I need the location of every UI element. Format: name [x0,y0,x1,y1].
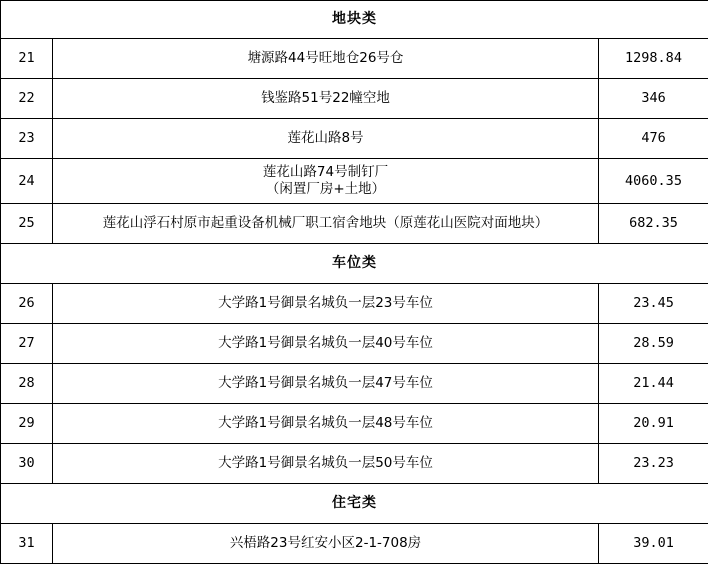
area-value-cell: 39.01 [599,524,708,564]
property-table-body [1,1,708,564]
section-header-row [1,1,708,39]
section-header-row [1,244,708,284]
row-number-cell: 27 [1,324,53,364]
property-name-line: 兴梧路23号红安小区2-1-708房 [229,535,422,551]
section-header-row [1,484,708,524]
row-number-cell: 22 [1,79,53,119]
table-row [1,284,708,324]
area-value-cell: 23.45 [599,284,708,324]
area-value-cell: 682.35 [599,204,708,244]
section-title: 车位类 [1,244,708,284]
property-name-line: 塘源路44号旺地仓26号仓 [247,50,404,66]
property-name-line: 大学路1号御景名城负一层23号车位 [218,295,433,311]
row-number-cell: 24 [1,159,53,204]
row-number-cell: 25 [1,204,53,244]
property-name-cell [53,204,599,244]
row-number-cell: 30 [1,444,53,484]
area-value-cell: 23.23 [599,444,708,484]
table-row [1,324,708,364]
property-name-line: 钱鉴路51号22幢空地 [261,90,390,106]
property-name-cell [53,159,599,204]
table-row [1,119,708,159]
property-name-line: 大学路1号御景名城负一层47号车位 [218,375,433,391]
table-row [1,159,708,204]
row-number-cell: 26 [1,284,53,324]
table-row [1,204,708,244]
table-row [1,404,708,444]
property-name-line: 莲花山路74号制钉厂 [262,164,389,180]
area-value-cell: 28.59 [599,324,708,364]
area-value-cell: 346 [599,79,708,119]
property-name-line: 莲花山路8号 [287,130,364,146]
property-name-line: 莲花山浮石村原市起重设备机械厂职工宿舍地块（原莲花山医院对面地块） [102,215,549,231]
row-number-cell: 21 [1,39,53,79]
area-value-cell: 476 [599,119,708,159]
row-number-cell: 31 [1,524,53,564]
table-row [1,364,708,404]
area-value-cell: 20.91 [599,404,708,444]
property-name-cell [53,444,599,484]
property-name-line: 大学路1号御景名城负一层48号车位 [218,415,433,431]
table-row [1,79,708,119]
property-name-cell [53,324,599,364]
row-number-cell: 28 [1,364,53,404]
table-row [1,444,708,484]
table-row [1,524,708,564]
property-name-cell [53,404,599,444]
area-value-cell: 21.44 [599,364,708,404]
property-name-cell [53,119,599,159]
property-name-line: （闲置厂房+土地） [265,181,386,197]
table-row [1,39,708,79]
area-value-cell: 1298.84 [599,39,708,79]
property-name-cell [53,39,599,79]
property-name-cell [53,364,599,404]
property-name-cell [53,284,599,324]
section-title: 住宅类 [1,484,708,524]
section-title: 地块类 [1,1,708,39]
property-name-line: 大学路1号御景名城负一层50号车位 [218,455,433,471]
property-name-cell [53,524,599,564]
property-name-cell [53,79,599,119]
property-name-line: 大学路1号御景名城负一层40号车位 [218,335,433,351]
row-number-cell: 29 [1,404,53,444]
area-value-cell: 4060.35 [599,159,708,204]
row-number-cell: 23 [1,119,53,159]
